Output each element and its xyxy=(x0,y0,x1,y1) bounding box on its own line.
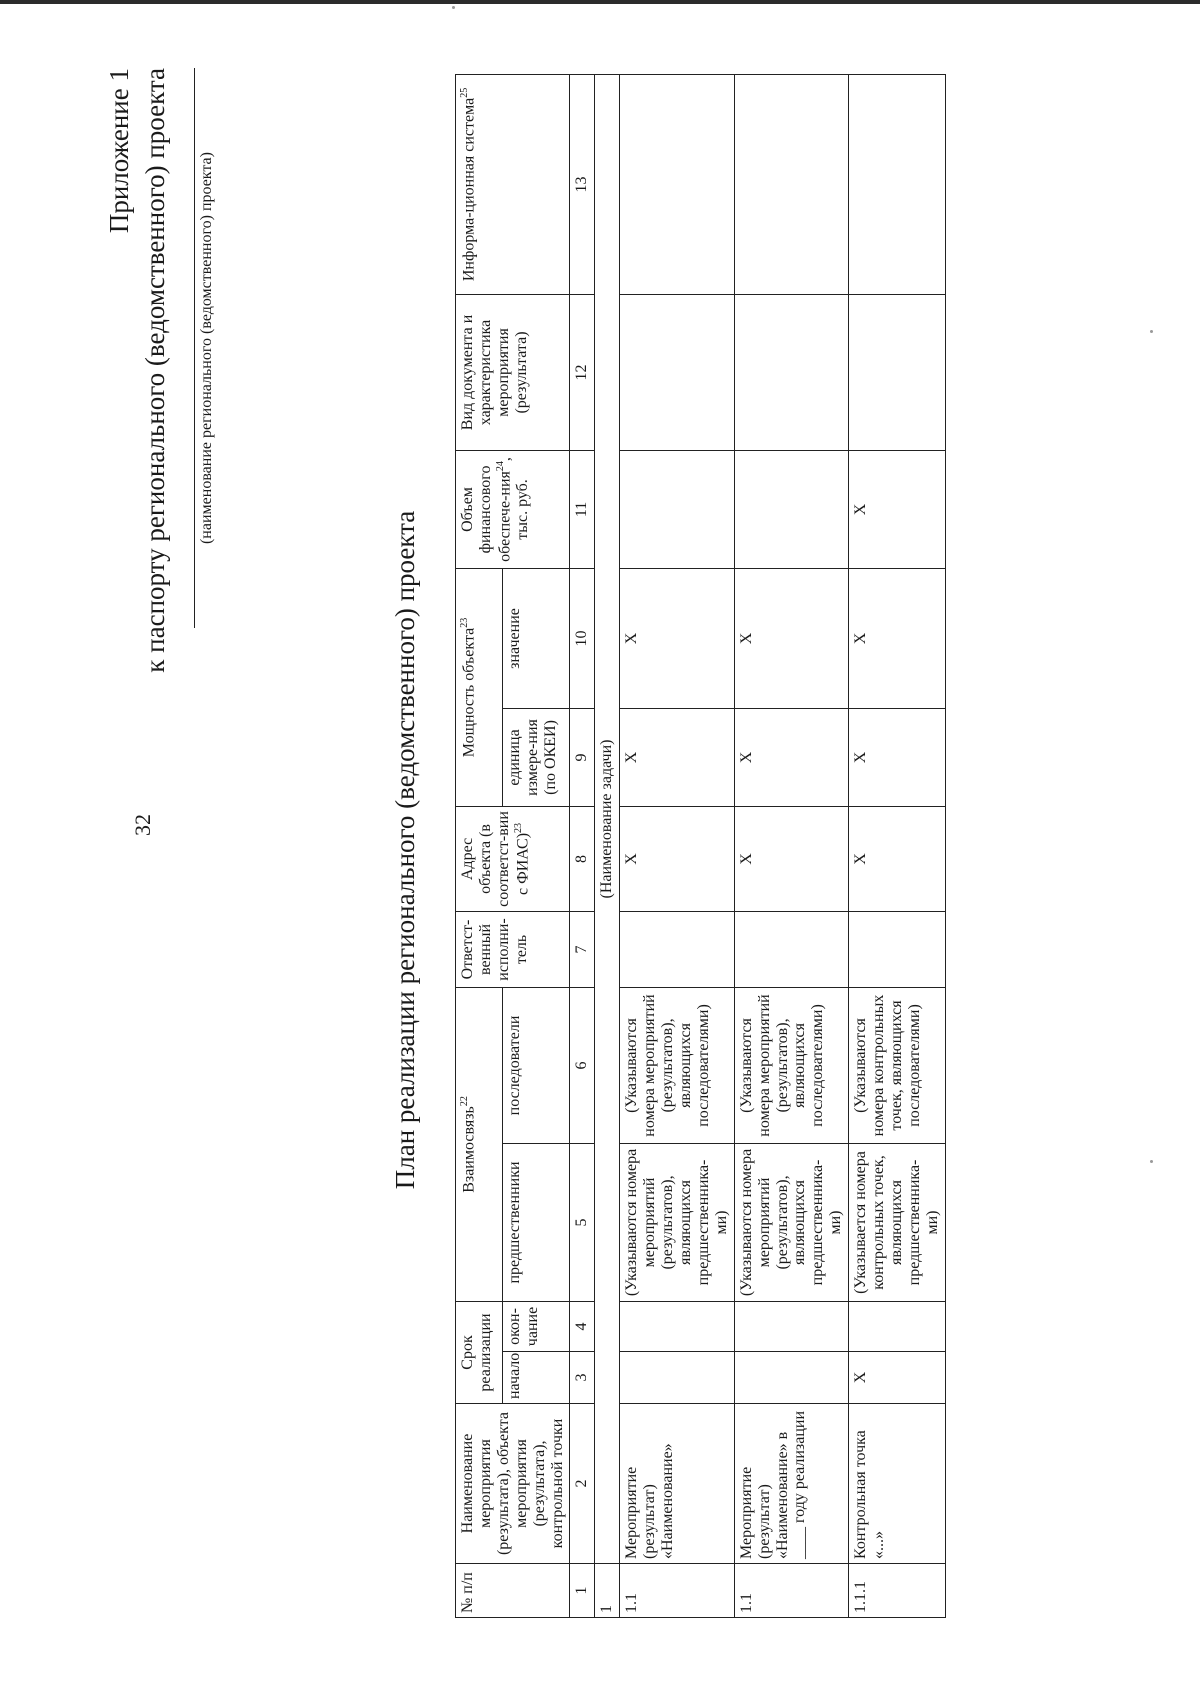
row-document xyxy=(620,294,734,450)
scan-speck xyxy=(1150,1160,1153,1163)
row-predecessors: (Указываются номера мероприятий (результатов), являющихся предшественника-ми) xyxy=(620,1143,734,1301)
header-fin xyxy=(456,450,570,568)
row-start xyxy=(734,1352,848,1404)
appendix-title: Приложение 1 xyxy=(104,68,134,234)
column-number: 7 xyxy=(570,911,595,987)
row-financing xyxy=(620,450,734,568)
row-num: 1.1 xyxy=(734,1564,848,1618)
header-num: № п/п xyxy=(456,1564,570,1618)
row-successors: (Указываются номера мероприятий (результатов), являющихся последователями) xyxy=(620,987,734,1143)
row-end xyxy=(620,1301,734,1351)
scan-speck xyxy=(1150,330,1153,333)
header-succ: последователи xyxy=(503,987,570,1143)
header-info xyxy=(456,74,570,294)
row-name: Мероприятие (результат) «Наименование» xyxy=(620,1404,734,1564)
row-address: X xyxy=(620,806,734,911)
header-srok: Срок реализации xyxy=(456,1301,503,1403)
table-header-row xyxy=(456,74,503,1617)
project-name-line xyxy=(194,68,195,628)
header-end: окон-чание xyxy=(503,1301,570,1351)
row-financing xyxy=(734,450,848,568)
row-num: 1.1 xyxy=(620,1564,734,1618)
row-successors: (Указываются номера мероприятий (результатов), являющихся последователями) xyxy=(734,987,848,1143)
row-end xyxy=(849,1301,946,1351)
row-unit: X xyxy=(734,708,848,806)
header-fin-label: Объем финансового обеспече-ния xyxy=(459,465,514,562)
column-number: 10 xyxy=(570,568,595,708)
header-resp: Ответст-венный исполни-тель xyxy=(456,911,570,987)
row-document xyxy=(734,294,848,450)
row-name: Контрольная точка «...» xyxy=(849,1404,946,1564)
header-fin-unit: , тыс. руб. xyxy=(496,457,532,540)
header-name: Наименование мероприятия (результата), объекта мероприятия (результата), контрольной точки xyxy=(456,1404,570,1564)
document-title: План реализации регионального (ведомственного) проекта xyxy=(390,510,420,1190)
row-info-system xyxy=(734,74,848,294)
header-link xyxy=(456,987,503,1301)
row-address: X xyxy=(734,806,848,911)
row-start: X xyxy=(849,1352,946,1404)
row-unit: X xyxy=(620,708,734,806)
row-document xyxy=(849,294,946,450)
row-info-system xyxy=(849,74,946,294)
row-value: X xyxy=(849,568,946,708)
page-number: 32 xyxy=(130,814,155,836)
row-predecessors: (Указываются номера мероприятий (результатов), являющихся предшественника-ми) xyxy=(734,1143,848,1301)
row-value: X xyxy=(734,568,848,708)
scan-speck xyxy=(452,6,455,9)
task-row xyxy=(595,74,620,1617)
row-responsible xyxy=(620,911,734,987)
column-number: 9 xyxy=(570,708,595,806)
column-number: 2 xyxy=(570,1404,595,1564)
header-start: начало xyxy=(503,1352,570,1404)
footnote-mark: 23 xyxy=(512,822,524,833)
header-power-label: Мощность объекта xyxy=(460,627,478,758)
column-number: 1 xyxy=(570,1564,595,1618)
rotated-document-page xyxy=(90,40,1090,1660)
row-address: X xyxy=(849,806,946,911)
header-addr-label: Адрес объекта (в соответст-вии с ФИАС) xyxy=(459,811,532,907)
header-link-label: Взаимосвязь xyxy=(460,1106,478,1193)
task-num: 1 xyxy=(595,1564,620,1618)
row-responsible xyxy=(849,911,946,987)
column-number: 13 xyxy=(570,74,595,294)
column-number: 5 xyxy=(570,1143,595,1301)
header-unit: единица измере-ния (по ОКЕИ) xyxy=(503,708,570,806)
header-power xyxy=(456,568,503,806)
column-number: 11 xyxy=(570,450,595,568)
column-number-row xyxy=(570,74,595,1617)
top-edge-rule xyxy=(0,0,1200,4)
row-end xyxy=(734,1301,848,1351)
column-number: 8 xyxy=(570,806,595,911)
row-financing: X xyxy=(849,450,946,568)
header-info-label: Информа-ционная система xyxy=(460,97,478,282)
table-row xyxy=(849,74,946,1617)
appendix-subtitle: к паспорту регионального (ведомственного) проекта xyxy=(140,68,170,673)
header-addr xyxy=(456,806,570,911)
task-name: (Наименование задачи) xyxy=(595,74,620,1563)
footnote-mark: 25 xyxy=(459,87,470,98)
header-value: значение xyxy=(503,568,570,708)
row-responsible xyxy=(734,911,848,987)
header-pred: предшественники xyxy=(503,1143,570,1301)
row-num: 1.1.1 xyxy=(849,1564,946,1618)
table-row xyxy=(734,74,848,1617)
row-start xyxy=(620,1352,734,1404)
footnote-mark: 24 xyxy=(494,461,506,472)
column-number: 6 xyxy=(570,987,595,1143)
footnote-mark: 23 xyxy=(459,617,470,628)
implementation-plan-table xyxy=(455,74,946,1618)
row-unit: X xyxy=(849,708,946,806)
table-row xyxy=(620,74,734,1617)
row-successors: (Указываются номера контрольных точек, являющихся последователями) xyxy=(849,987,946,1143)
header-doc: Вид документа и характеристика мероприятия (результата) xyxy=(456,294,570,450)
project-name-caption: (наименование регионального (ведомственного) проекта) xyxy=(198,152,215,545)
row-info-system xyxy=(620,74,734,294)
row-name: Мероприятие (результат) «Наименование» в ____ году реализации xyxy=(734,1404,848,1564)
column-number: 4 xyxy=(570,1301,595,1351)
row-predecessors: (Указывается номера контрольных точек, являющихся предшественника-ми) xyxy=(849,1143,946,1301)
column-number: 3 xyxy=(570,1352,595,1404)
row-value: X xyxy=(620,568,734,708)
footnote-mark: 22 xyxy=(459,1096,470,1107)
column-number: 12 xyxy=(570,294,595,450)
